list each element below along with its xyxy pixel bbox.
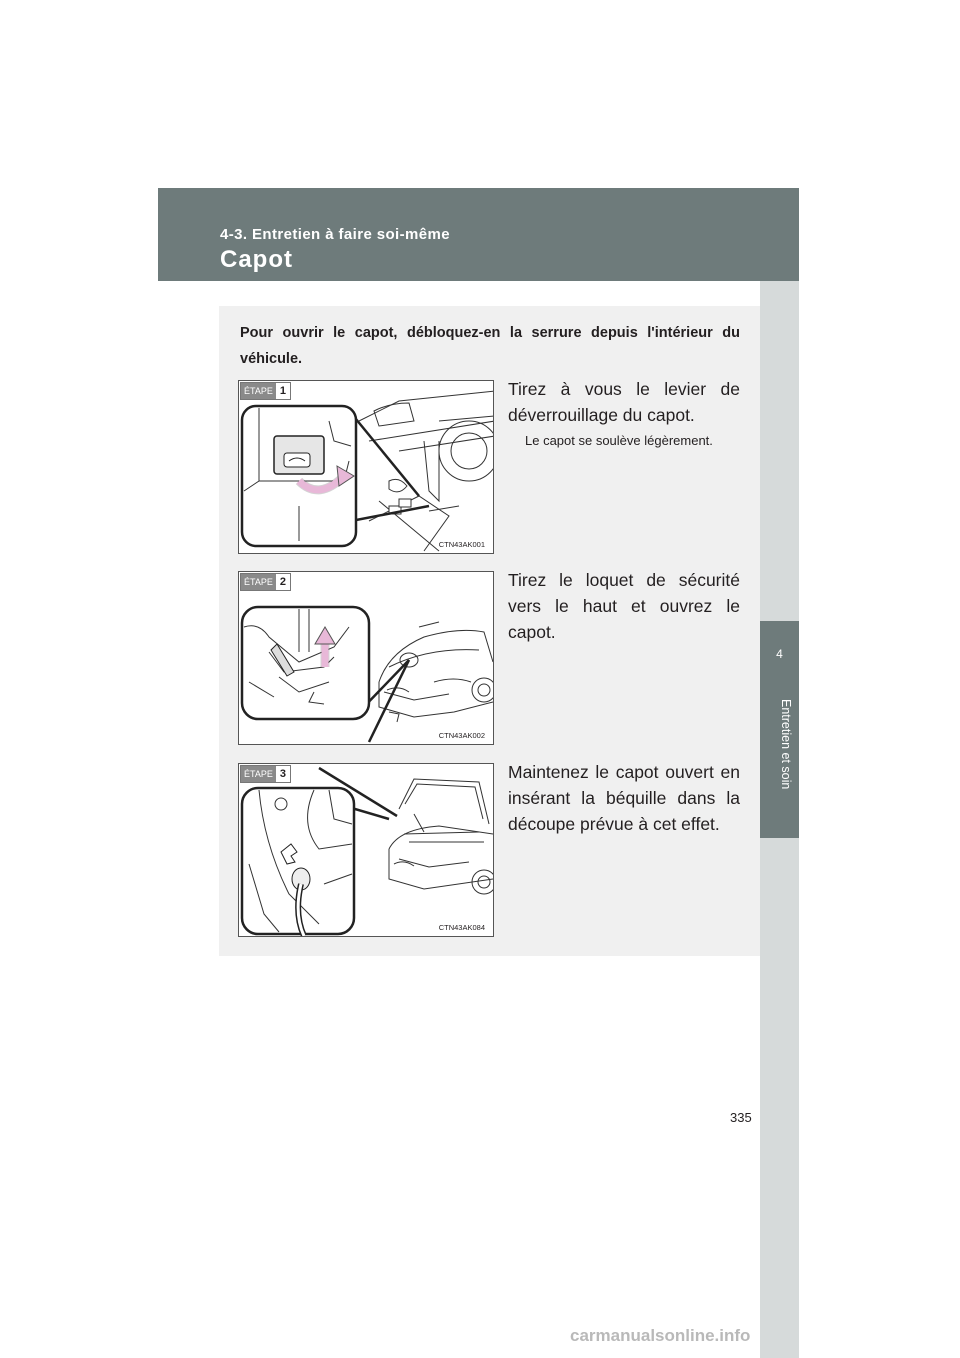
step-3-badge xyxy=(240,765,291,783)
step-2-illustration xyxy=(238,571,494,745)
step-1-figure-code: CTN43AK001 xyxy=(438,540,485,549)
step-3-badge-number: 3 xyxy=(279,768,286,780)
intro-text: Pour ouvrir le capot, débloquez-en la serrure depuis l'intérieur du véhicule. xyxy=(240,325,740,367)
step-2-badge xyxy=(240,573,291,591)
step-2-badge-label: ÉTAPE xyxy=(241,574,276,590)
watermark[interactable]: carmanualsonline.info xyxy=(570,1326,751,1345)
step-3-text: Maintenez le capot ouvert en insérant la béquille dans la découpe prévue à cet effet. xyxy=(508,762,740,834)
step-1-note: Le capot se soulève légèrement. xyxy=(525,433,713,448)
step-2-text: Tirez le loquet de sécurité vers le haut et ouvrez le capot. xyxy=(508,570,740,642)
step-1-badge-label: ÉTAPE xyxy=(241,383,276,399)
chapter-label: Entretien et soin xyxy=(779,699,793,790)
chapter-number: 4 xyxy=(776,647,783,661)
hood-support-rod-drawing xyxy=(239,764,494,937)
step-3-illustration xyxy=(238,763,494,937)
step-3-badge-label: ÉTAPE xyxy=(241,766,276,782)
section-title: 4-3. Entretien à faire soi-même xyxy=(220,226,450,243)
header-band xyxy=(158,188,799,281)
content-box xyxy=(219,306,760,956)
step-2-badge-number: 2 xyxy=(279,576,286,588)
page-title: Capot xyxy=(220,246,293,273)
step-1-text: Tirez à vous le levier de déverrouillage du capot. xyxy=(508,379,740,425)
page-number: 335 xyxy=(730,1110,752,1125)
hood-release-lever-drawing xyxy=(239,381,494,554)
step-3-figure-code: CTN43AK084 xyxy=(438,923,485,932)
step-1-badge-number: 1 xyxy=(279,385,286,397)
step-1-illustration xyxy=(238,380,494,554)
step-1-badge xyxy=(240,382,291,400)
chapter-tab[interactable] xyxy=(760,621,799,838)
safety-catch-drawing xyxy=(239,572,494,745)
step-2-figure-code: CTN43AK002 xyxy=(438,731,485,740)
